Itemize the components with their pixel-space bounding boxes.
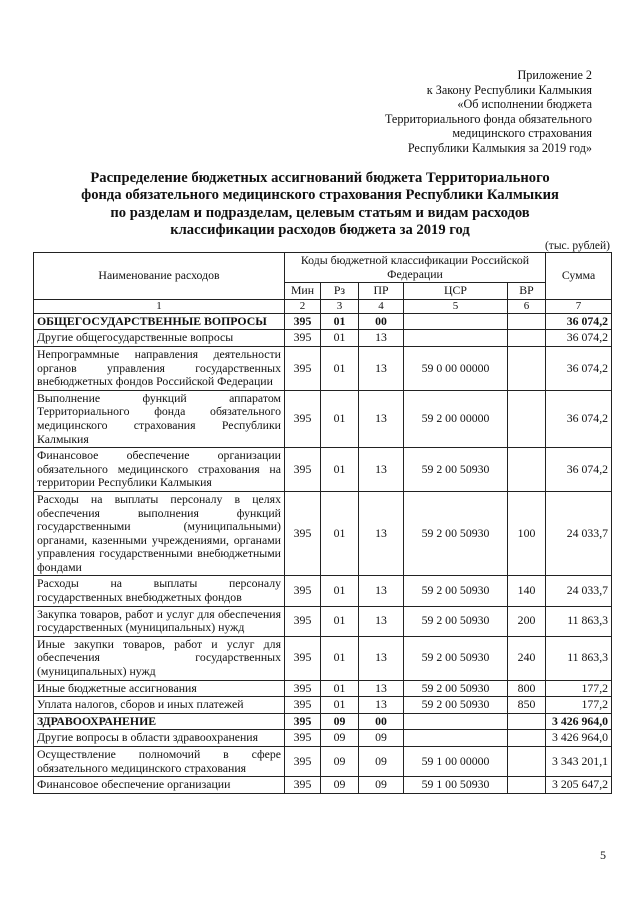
row-vr: 240 — [508, 636, 546, 680]
row-name: ОБЩЕГОСУДАРСТВЕННЫЕ ВОПРОСЫ — [34, 313, 285, 330]
column-number: 7 — [546, 299, 612, 313]
table-row — [34, 606, 612, 636]
table-row — [34, 313, 612, 330]
row-pr: 09 — [359, 777, 404, 794]
table-row — [34, 330, 612, 347]
row-sum: 36 074,2 — [546, 448, 612, 492]
row-pr: 13 — [359, 606, 404, 636]
row-min: 395 — [285, 777, 321, 794]
budget-table-body — [34, 313, 612, 793]
row-csr: 59 1 00 00000 — [404, 747, 508, 777]
appendix-line: «Об исполнении бюджета — [457, 97, 592, 112]
row-vr — [508, 713, 546, 730]
column-number: 3 — [321, 299, 359, 313]
row-sum: 3 426 964,0 — [546, 713, 612, 730]
column-number: 6 — [508, 299, 546, 313]
row-pr: 13 — [359, 636, 404, 680]
table-row — [34, 697, 612, 714]
row-pr: 09 — [359, 730, 404, 747]
row-min: 395 — [285, 576, 321, 606]
row-rz: 01 — [321, 697, 359, 714]
row-csr: 59 2 00 00000 — [404, 390, 508, 447]
table-row — [34, 777, 612, 794]
row-rz: 09 — [321, 777, 359, 794]
row-min: 395 — [285, 680, 321, 697]
row-vr — [508, 747, 546, 777]
document-title — [60, 170, 580, 240]
table-row — [34, 491, 612, 576]
header-csr: ЦСР — [404, 283, 508, 300]
row-vr — [508, 777, 546, 794]
column-number: 2 — [285, 299, 321, 313]
row-vr — [508, 448, 546, 492]
table-row — [34, 747, 612, 777]
row-sum: 11 863,3 — [546, 606, 612, 636]
row-pr: 09 — [359, 747, 404, 777]
table-row — [34, 576, 612, 606]
row-name: Непрограммные направления деятельности органов управления государственных внебюджетных фондов Российской Федерации — [34, 346, 285, 390]
budget-table — [33, 252, 612, 794]
row-sum: 24 033,7 — [546, 491, 612, 576]
row-rz: 01 — [321, 448, 359, 492]
row-csr: 59 2 00 50930 — [404, 697, 508, 714]
appendix-line: к Закону Республики Калмыкия — [426, 82, 592, 97]
row-name: Выполнение функций аппаратом Территориального фонда обязательного медицинского страхования Республики Калмыкия — [34, 390, 285, 447]
row-min: 395 — [285, 448, 321, 492]
appendix-line: Республики Калмыкия за 2019 год» — [407, 140, 592, 155]
row-pr: 13 — [359, 346, 404, 390]
row-sum: 36 074,2 — [546, 390, 612, 447]
row-rz: 01 — [321, 606, 359, 636]
row-name: Иные закупки товаров, работ и услуг для обеспечения государственных (муниципальных) нужд — [34, 636, 285, 680]
column-number: 1 — [34, 299, 285, 313]
appendix-line: Территориального фонда обязательного — [384, 111, 592, 126]
row-rz: 01 — [321, 346, 359, 390]
row-rz: 01 — [321, 491, 359, 576]
row-csr — [404, 713, 508, 730]
table-row — [34, 448, 612, 492]
row-min: 395 — [285, 636, 321, 680]
row-vr: 200 — [508, 606, 546, 636]
row-pr: 13 — [359, 330, 404, 347]
row-rz: 01 — [321, 390, 359, 447]
row-name: Финансовое обеспечение организации — [34, 777, 285, 794]
row-min: 395 — [285, 697, 321, 714]
table-row — [34, 713, 612, 730]
table-row — [34, 680, 612, 697]
row-csr: 59 2 00 50930 — [404, 576, 508, 606]
title-line: Распределение бюджетных ассигнований бюджета Территориального — [90, 170, 550, 186]
row-csr: 59 2 00 50930 — [404, 636, 508, 680]
row-pr: 13 — [359, 697, 404, 714]
row-sum: 24 033,7 — [546, 576, 612, 606]
row-min: 395 — [285, 713, 321, 730]
header-pr: ПР — [359, 283, 404, 300]
appendix-caption — [272, 68, 592, 156]
row-name: Расходы на выплаты персоналу государственных внебюджетных фондов — [34, 576, 285, 606]
column-number: 4 — [359, 299, 404, 313]
row-sum: 3 343 201,1 — [546, 747, 612, 777]
row-pr: 13 — [359, 576, 404, 606]
header-rz: Рз — [321, 283, 359, 300]
row-csr: 59 0 00 00000 — [404, 346, 508, 390]
row-sum: 36 074,2 — [546, 313, 612, 330]
row-vr: 800 — [508, 680, 546, 697]
appendix-line: медицинского страхования — [452, 126, 592, 141]
row-csr: 59 2 00 50930 — [404, 606, 508, 636]
row-vr — [508, 330, 546, 347]
row-min: 395 — [285, 330, 321, 347]
row-sum: 3 205 647,2 — [546, 777, 612, 794]
row-rz: 01 — [321, 313, 359, 330]
row-name: Финансовое обеспечение организации обязательного медицинского страхования на территории Республики Калмыкия — [34, 448, 285, 492]
row-vr — [508, 346, 546, 390]
row-name: Уплата налогов, сборов и иных платежей — [34, 697, 285, 714]
row-vr: 850 — [508, 697, 546, 714]
row-rz: 01 — [321, 680, 359, 697]
row-name: ЗДРАВООХРАНЕНИЕ — [34, 713, 285, 730]
table-row — [34, 730, 612, 747]
column-number: 5 — [404, 299, 508, 313]
row-csr: 59 2 00 50930 — [404, 680, 508, 697]
row-sum: 36 074,2 — [546, 330, 612, 347]
header-sum: Сумма — [546, 253, 612, 300]
row-name: Осуществление полномочий в сфере обязательного медицинского страхования — [34, 747, 285, 777]
row-min: 395 — [285, 390, 321, 447]
row-vr — [508, 313, 546, 330]
title-line: классификации расходов бюджета за 2019 год — [170, 222, 470, 239]
row-sum: 11 863,3 — [546, 636, 612, 680]
row-rz: 09 — [321, 713, 359, 730]
page-number: 5 — [600, 848, 606, 862]
row-min: 395 — [285, 346, 321, 390]
row-name: Закупка товаров, работ и услуг для обеспечения государственных (муниципальных) нужд — [34, 606, 285, 636]
row-min: 395 — [285, 491, 321, 576]
row-csr: 59 1 00 50930 — [404, 777, 508, 794]
row-min: 395 — [285, 730, 321, 747]
row-pr: 13 — [359, 448, 404, 492]
row-sum: 177,2 — [546, 680, 612, 697]
row-pr: 13 — [359, 680, 404, 697]
row-vr: 100 — [508, 491, 546, 576]
row-rz: 01 — [321, 636, 359, 680]
row-csr: 59 2 00 50930 — [404, 448, 508, 492]
header-vr: ВР — [508, 283, 546, 300]
row-pr: 13 — [359, 491, 404, 576]
row-name: Расходы на выплаты персоналу в целях обеспечения выполнения функций государственными (муниципальными) органами, казенными учреждениями, органами управления государственными внебюджетными фондами — [34, 491, 285, 576]
row-vr: 140 — [508, 576, 546, 606]
row-vr — [508, 390, 546, 447]
row-rz: 01 — [321, 576, 359, 606]
row-sum: 3 426 964,0 — [546, 730, 612, 747]
row-csr — [404, 730, 508, 747]
row-vr — [508, 730, 546, 747]
title-line: фонда обязательного медицинского страхования Республики Калмыкия — [81, 187, 559, 204]
table-row — [34, 636, 612, 680]
row-csr: 59 2 00 50930 — [404, 491, 508, 576]
row-sum: 177,2 — [546, 697, 612, 714]
units-label: (тыс. рублей) — [544, 240, 610, 252]
row-pr: 00 — [359, 713, 404, 730]
row-pr: 00 — [359, 313, 404, 330]
header-name: Наименование расходов — [34, 253, 285, 300]
row-rz: 01 — [321, 330, 359, 347]
row-name: Другие общегосударственные вопросы — [34, 330, 285, 347]
appendix-line: Приложение 2 — [517, 68, 592, 82]
header-codes: Коды бюджетной классификации Российской Федерации — [285, 253, 546, 283]
row-name: Иные бюджетные ассигнования — [34, 680, 285, 697]
row-rz: 09 — [321, 747, 359, 777]
title-line: по разделам и подразделам, целевым статьям и видам расходов — [110, 204, 530, 221]
table-row — [34, 346, 612, 390]
row-min: 395 — [285, 313, 321, 330]
row-csr — [404, 313, 508, 330]
row-min: 395 — [285, 606, 321, 636]
row-pr: 13 — [359, 390, 404, 447]
row-min: 395 — [285, 747, 321, 777]
row-sum: 36 074,2 — [546, 346, 612, 390]
row-rz: 09 — [321, 730, 359, 747]
row-csr — [404, 330, 508, 347]
header-min: Мин — [285, 283, 321, 300]
row-name: Другие вопросы в области здравоохранения — [34, 730, 285, 747]
table-row — [34, 390, 612, 447]
